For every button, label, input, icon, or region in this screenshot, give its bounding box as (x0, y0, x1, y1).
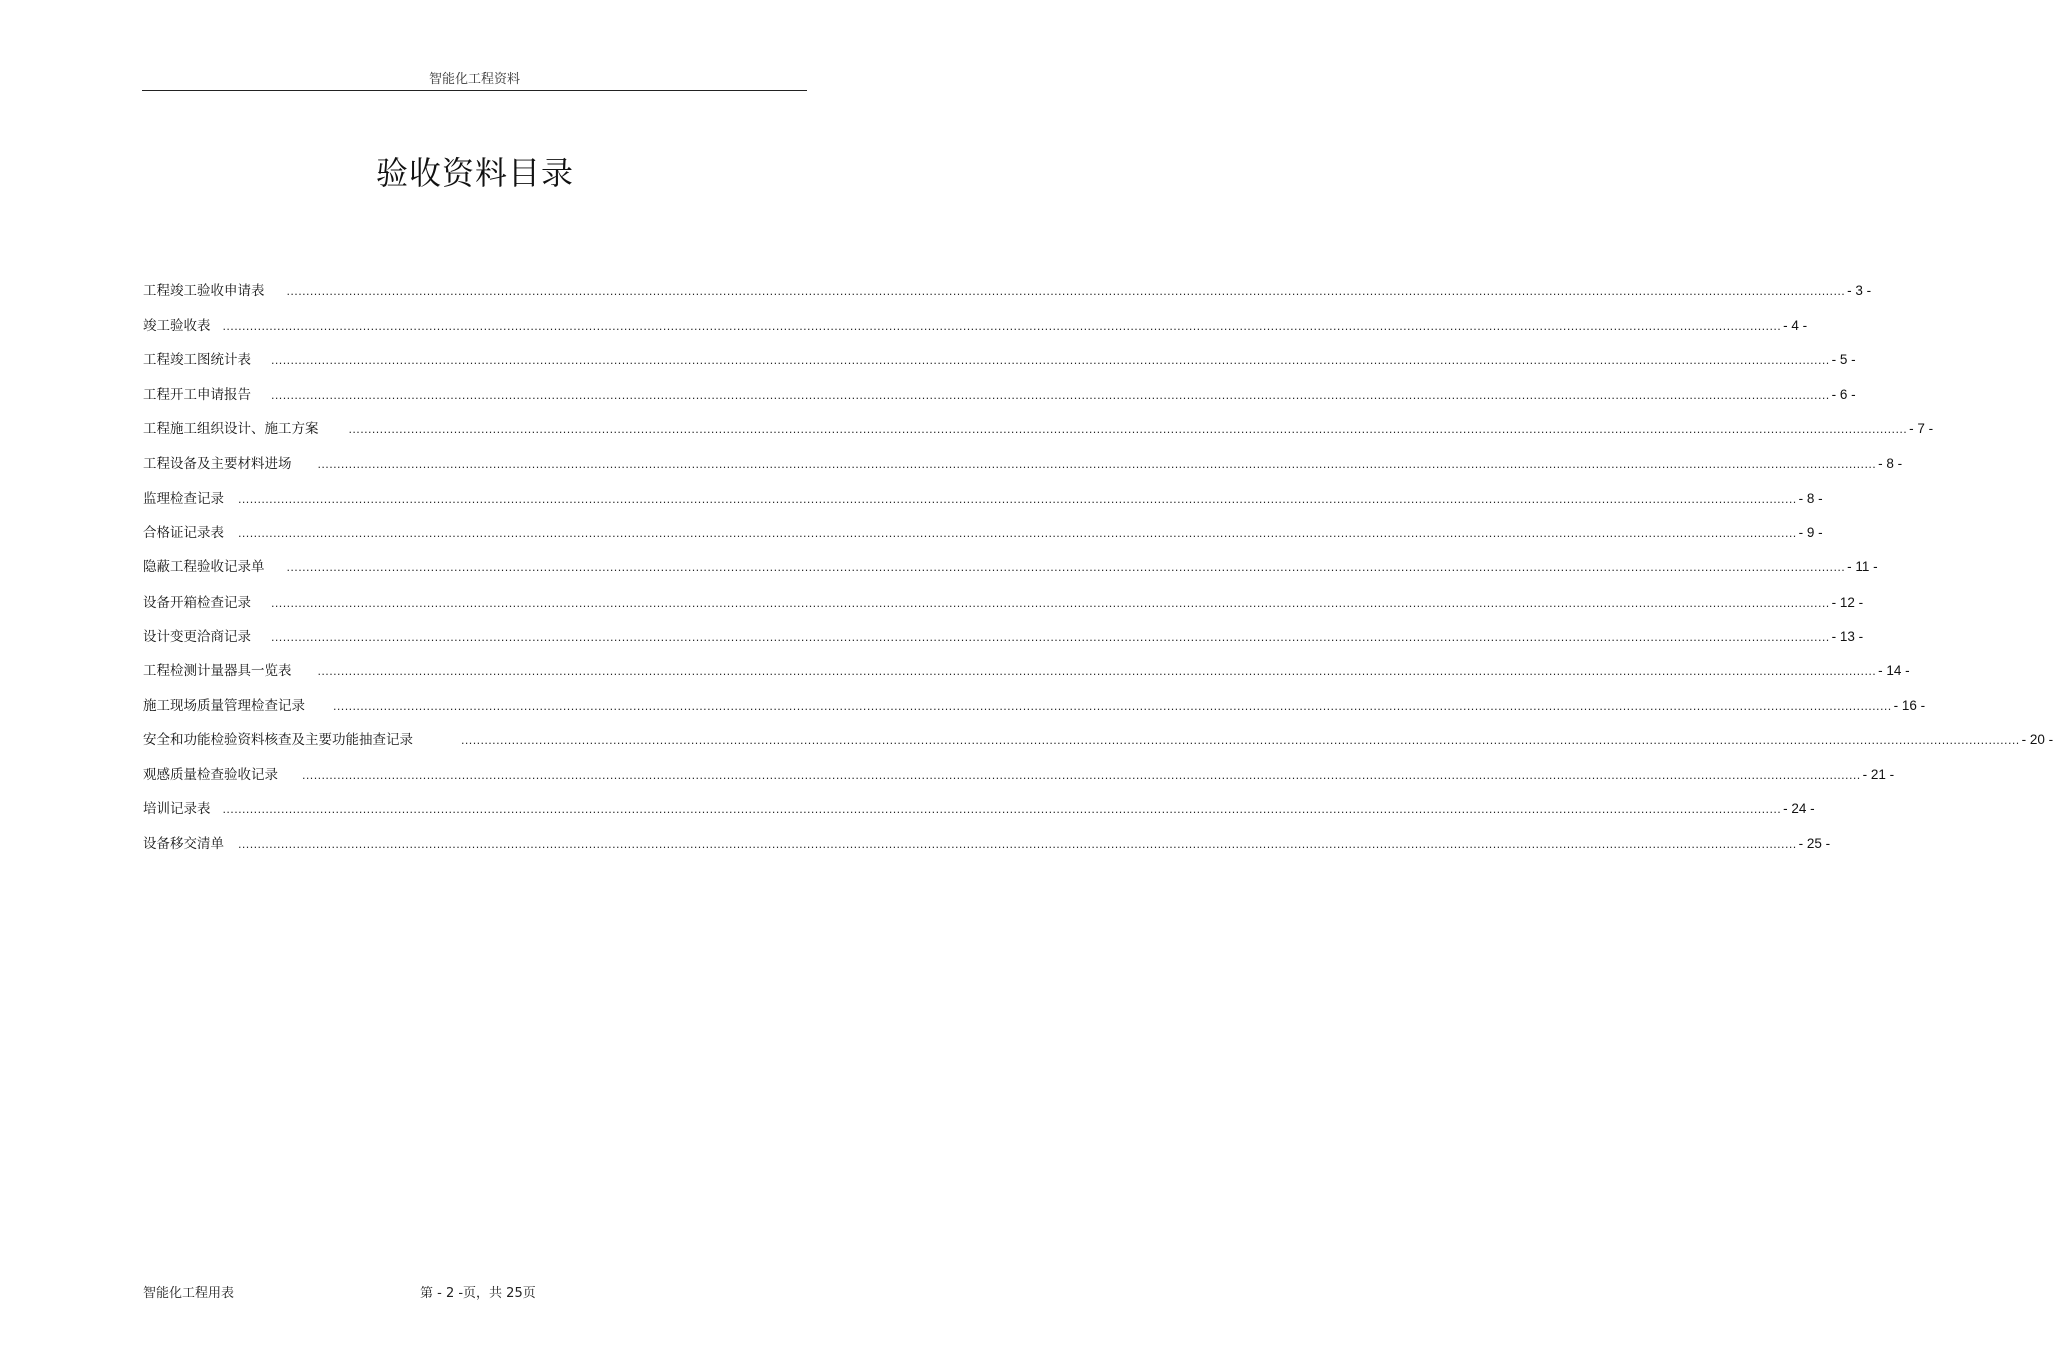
toc-entry[interactable] (143, 728, 2053, 750)
running-header: 智能化工程资料 (428, 72, 520, 87)
toc-leader-dots: ................................................................................................................................................................................................................................................................................................................................................................................................................ (317, 665, 1877, 678)
toc-entry-page: - 20 - (2021, 732, 2053, 747)
toc-entry-page: - 3 - (1847, 283, 1872, 298)
toc-leader-dots: ................................................................................................................................................................................................................................................................................................................................................................................................................ (333, 700, 1892, 713)
toc-leader-dots: ................................................................................................................................................................................................................................................................................................................................................................................................................ (238, 838, 1797, 851)
toc-leader-dots: ................................................................................................................................................................................................................................................................................................................................................................................................................ (222, 803, 1782, 816)
toc-leader-dots: ................................................................................................................................................................................................................................................................................................................................................................................................................ (348, 423, 1908, 436)
toc-entry[interactable] (143, 452, 1903, 474)
toc-entry-label: 设备移交清单 (143, 836, 224, 852)
toc-entry-page: - 7 - (1909, 421, 1934, 436)
footer-form-label: 智能化工程用表 (143, 1286, 235, 1301)
toc-leader-dots: ................................................................................................................................................................................................................................................................................................................................................................................................................ (238, 493, 1797, 506)
toc-leader-dots: ................................................................................................................................................................................................................................................................................................................................................................................................................ (222, 320, 1782, 333)
toc-entry-label: 合格证记录表 (143, 525, 224, 541)
toc-entry[interactable] (143, 797, 1815, 819)
toc-entry[interactable] (143, 348, 1856, 370)
toc-entry-label: 工程开工申请报告 (143, 387, 251, 403)
toc-entry[interactable] (143, 383, 1856, 405)
toc-entry-label: 工程竣工图统计表 (143, 352, 251, 368)
toc-entry[interactable] (143, 521, 1823, 543)
toc-entry-page: - 13 - (1831, 629, 1864, 644)
toc-entry[interactable] (143, 591, 1864, 613)
toc-entry[interactable] (143, 487, 1823, 509)
toc-entry[interactable] (143, 625, 1864, 647)
toc-entry-page: - 8 - (1878, 456, 1903, 471)
toc-leader-dots: ................................................................................................................................................................................................................................................................................................................................................................................................................ (461, 734, 2020, 747)
toc-leader-dots: ................................................................................................................................................................................................................................................................................................................................................................................................................ (286, 561, 1846, 574)
toc-entry-label: 设计变更洽商记录 (143, 629, 251, 645)
toc-entry-label: 观感质量检查验收记录 (143, 767, 278, 783)
toc-entry-page: - 16 - (1893, 698, 1926, 713)
toc-entry-label: 工程竣工验收申请表 (143, 283, 265, 299)
toc-leader-dots: ................................................................................................................................................................................................................................................................................................................................................................................................................ (286, 285, 1846, 298)
toc-entry-label: 施工现场质量管理检查记录 (143, 698, 305, 714)
toc-entry-page: - 12 - (1831, 595, 1864, 610)
toc-entry-label: 监理检查记录 (143, 491, 224, 507)
toc-entry-page: - 8 - (1798, 491, 1823, 506)
toc-entry[interactable] (143, 314, 1808, 336)
toc-entry-label: 工程检测计量器具一览表 (143, 663, 292, 679)
toc-entry-label: 工程施工组织设计、施工方案 (143, 421, 319, 437)
toc-entry[interactable] (143, 694, 1926, 716)
toc-leader-dots: ................................................................................................................................................................................................................................................................................................................................................................................................................ (271, 354, 1830, 367)
toc-entry-page: - 5 - (1831, 352, 1856, 367)
toc-entry[interactable] (143, 763, 1895, 785)
toc-entry-page: - 9 - (1798, 525, 1823, 540)
toc-entry-label: 安全和功能检验资料核查及主要功能抽查记录 (143, 732, 413, 748)
toc-entry-label: 工程设备及主要材料进场 (143, 456, 292, 472)
toc-entry-page: - 14 - (1878, 663, 1910, 678)
toc-leader-dots: ................................................................................................................................................................................................................................................................................................................................................................................................................ (271, 631, 1830, 644)
toc-leader-dots: ................................................................................................................................................................................................................................................................................................................................................................................................................ (317, 458, 1877, 471)
toc-entry[interactable] (143, 555, 1878, 577)
toc-entry[interactable] (143, 832, 1831, 854)
page-title: 验收资料目录 (375, 154, 574, 192)
toc-entry[interactable] (143, 659, 1910, 681)
toc-leader-dots: ................................................................................................................................................................................................................................................................................................................................................................................................................ (302, 769, 1861, 782)
toc-entry[interactable] (143, 279, 1872, 301)
toc-entry-page: - 21 - (1862, 767, 1895, 782)
toc-entry-page: - 11 - (1847, 559, 1878, 574)
toc-entry[interactable] (143, 417, 1934, 439)
toc-entry-page: - 24 - (1783, 801, 1815, 816)
header-divider (142, 90, 807, 91)
toc-entry-label: 培训记录表 (143, 801, 211, 817)
toc-entry-page: - 25 - (1798, 836, 1831, 851)
toc-leader-dots: ................................................................................................................................................................................................................................................................................................................................................................................................................ (271, 389, 1830, 402)
toc-entry-page: - 4 - (1783, 318, 1808, 333)
toc-entry-page: - 6 - (1831, 387, 1856, 402)
toc-entry-label: 隐蔽工程验收记录单 (143, 559, 265, 575)
toc-leader-dots: ................................................................................................................................................................................................................................................................................................................................................................................................................ (238, 527, 1797, 540)
footer-page-number: 第 - 2 -页，共 25页 (420, 1286, 536, 1301)
toc-entry-label: 竣工验收表 (143, 318, 211, 334)
toc-entry-label: 设备开箱检查记录 (143, 595, 251, 611)
toc-leader-dots: ................................................................................................................................................................................................................................................................................................................................................................................................................ (271, 597, 1830, 610)
